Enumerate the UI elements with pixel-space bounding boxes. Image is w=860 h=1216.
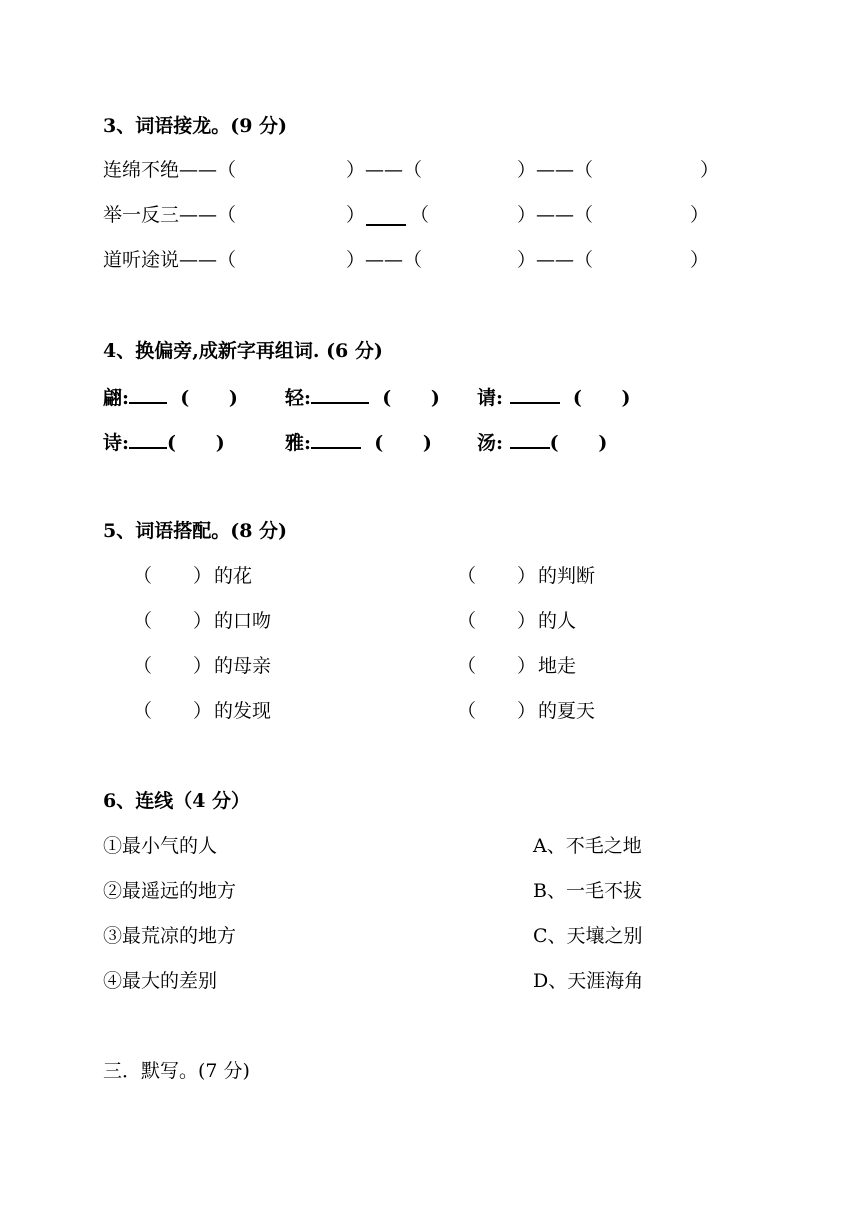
q4-paren: ( ) bbox=[180, 387, 238, 409]
q4-blank[interactable] bbox=[129, 429, 167, 449]
q4-paren: ( ) bbox=[167, 432, 225, 454]
q4-blank[interactable] bbox=[311, 384, 369, 404]
q5-close-paren: ） bbox=[517, 565, 537, 587]
q3-row-3-p1: ）——（ bbox=[346, 249, 423, 271]
q5-open-paren: （ bbox=[457, 565, 477, 587]
q4-char: 轻: bbox=[285, 387, 312, 409]
q4-item-6 bbox=[477, 429, 607, 455]
q6-right-item-b[interactable]: B、一毛不拔 bbox=[533, 880, 642, 902]
q5-left-text: 的母亲 bbox=[214, 655, 272, 677]
section-3-title: 三．默写。(7 分) bbox=[103, 1060, 250, 1082]
q4-char: 汤: bbox=[477, 432, 504, 454]
q5-close-paren: ） bbox=[193, 565, 213, 587]
q3-row-1-p2: ）——（ bbox=[517, 159, 594, 181]
q6-left-item-1[interactable]: ①最小气的人 bbox=[103, 835, 218, 857]
q5-open-paren: （ bbox=[133, 655, 153, 677]
q5-close-paren: ） bbox=[517, 655, 537, 677]
q5-open-paren: （ bbox=[457, 700, 477, 722]
q5-right-text: 的判断 bbox=[538, 565, 596, 587]
q3-row-2-p2: （ bbox=[410, 204, 430, 226]
q4-char: 翩: bbox=[103, 387, 130, 409]
q4-item-3 bbox=[477, 384, 631, 410]
q5-right-text: 的夏天 bbox=[538, 700, 596, 722]
q3-row-3-start: 道听途说——（ bbox=[103, 249, 237, 271]
q3-row-2-blank[interactable] bbox=[366, 206, 406, 226]
q5-open-paren: （ bbox=[133, 565, 153, 587]
q4-char: 雅: bbox=[285, 432, 312, 454]
q5-close-paren: ） bbox=[517, 610, 537, 632]
q4-title: 4、换偏旁,成新字再组词. (6 分) bbox=[103, 340, 383, 362]
q5-title: 5、词语搭配。(8 分) bbox=[103, 520, 288, 542]
q4-item-5 bbox=[285, 429, 432, 455]
q5-open-paren: （ bbox=[457, 655, 477, 677]
q6-left-item-3[interactable]: ③最荒凉的地方 bbox=[103, 925, 237, 947]
q4-blank[interactable] bbox=[129, 384, 167, 404]
q4-char: 请: bbox=[477, 387, 504, 409]
q5-left-text: 的花 bbox=[214, 565, 253, 587]
q5-open-paren: （ bbox=[457, 610, 477, 632]
q5-left-text: 的发现 bbox=[214, 700, 272, 722]
q6-right-item-c[interactable]: C、天壤之别 bbox=[533, 925, 643, 947]
q3-row-2-p1: ） bbox=[346, 204, 366, 226]
q6-left-item-4[interactable]: ④最大的差别 bbox=[103, 970, 218, 992]
q4-paren: ( ) bbox=[374, 432, 432, 454]
q5-right-text: 地走 bbox=[538, 655, 577, 677]
q4-paren: ( ) bbox=[572, 387, 631, 409]
q4-blank[interactable] bbox=[510, 429, 550, 449]
q5-close-paren: ） bbox=[517, 700, 537, 722]
q3-row-1-end: ） bbox=[700, 159, 720, 181]
q3-row-2-end: ） bbox=[690, 204, 710, 226]
q4-blank[interactable] bbox=[311, 429, 361, 449]
q3-row-2-p3: ）——（ bbox=[517, 204, 594, 226]
q4-item-1 bbox=[103, 384, 238, 410]
q5-close-paren: ） bbox=[193, 700, 213, 722]
q4-paren: ( ) bbox=[549, 432, 608, 454]
q5-close-paren: ） bbox=[193, 655, 213, 677]
q3-row-1-p1: ）——（ bbox=[346, 159, 423, 181]
q3-row-3-p2: ）——（ bbox=[517, 249, 594, 271]
q4-char: 诗: bbox=[103, 432, 130, 454]
q4-item-2 bbox=[285, 384, 440, 410]
q5-close-paren: ） bbox=[193, 610, 213, 632]
q3-row-3-end: ） bbox=[690, 249, 710, 271]
q4-blank[interactable] bbox=[510, 384, 560, 404]
q3-title: 3、词语接龙。(9 分) bbox=[103, 115, 288, 137]
q5-open-paren: （ bbox=[133, 610, 153, 632]
q4-item-4 bbox=[103, 429, 225, 455]
q6-title: 6、连线（4 分） bbox=[103, 790, 251, 812]
q5-right-text: 的人 bbox=[538, 610, 577, 632]
q3-row-1-start: 连绵不绝——（ bbox=[103, 159, 237, 181]
q6-right-item-a[interactable]: A、不毛之地 bbox=[533, 835, 642, 857]
q6-left-item-2[interactable]: ②最遥远的地方 bbox=[103, 880, 237, 902]
q6-right-item-d[interactable]: D、天涯海角 bbox=[533, 970, 644, 992]
q5-open-paren: （ bbox=[133, 700, 153, 722]
q4-paren: ( ) bbox=[382, 387, 440, 409]
q3-row-2-start: 举一反三——（ bbox=[103, 204, 237, 226]
q5-left-text: 的口吻 bbox=[214, 610, 272, 632]
